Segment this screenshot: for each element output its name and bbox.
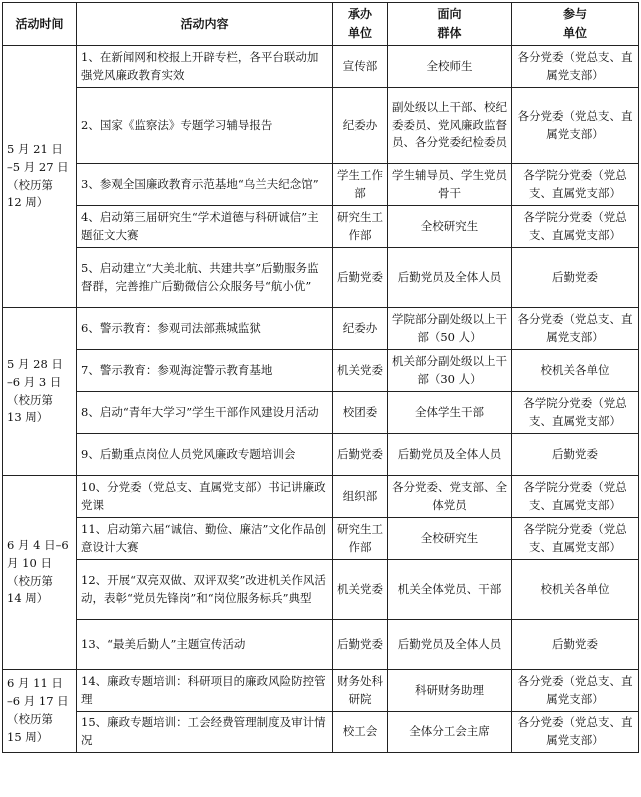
cell-organizer: 机关党委 bbox=[333, 350, 388, 392]
header-time: 活动时间 bbox=[3, 3, 77, 46]
cell-content: 14、廉政专题培训：科研项目的廉政风险防控管理 bbox=[77, 670, 333, 712]
cell-audience: 科研财务助理 bbox=[388, 670, 512, 712]
cell-content: 7、警示教育：参观海淀警示教育基地 bbox=[77, 350, 333, 392]
cell-organizer: 财务处科研院 bbox=[333, 670, 388, 712]
cell-content: 2、国家《监察法》专题学习辅导报告 bbox=[77, 88, 333, 164]
table-row bbox=[3, 46, 639, 88]
cell-participant: 各分党委（党总支、直属党支部） bbox=[512, 308, 639, 350]
cell-participant: 后勤党委 bbox=[512, 434, 639, 476]
cell-organizer: 后勤党委 bbox=[333, 620, 388, 670]
table-row bbox=[3, 560, 639, 620]
cell-audience: 全校研究生 bbox=[388, 518, 512, 560]
table-body bbox=[3, 46, 639, 753]
cell-content: 4、启动第三届研究生“学术道德与科研诚信”主题征文大赛 bbox=[77, 206, 333, 248]
cell-participant: 各学院分党委（党总支、直属党支部） bbox=[512, 206, 639, 248]
cell-participant: 各分党委（党总支、直属党支部） bbox=[512, 88, 639, 164]
cell-organizer: 研究生工作部 bbox=[333, 206, 388, 248]
cell-participant: 校机关各单位 bbox=[512, 350, 639, 392]
cell-content: 3、参观全国廉政教育示范基地“乌兰夫纪念馆” bbox=[77, 164, 333, 206]
cell-content: 11、启动第六届“诚信、勤俭、廉洁”文化作品创意设计大赛 bbox=[77, 518, 333, 560]
cell-organizer: 研究生工作部 bbox=[333, 518, 388, 560]
cell-participant: 各分党委（党总支、直属党支部） bbox=[512, 670, 639, 712]
cell-participant: 各分党委（党总支、直属党支部） bbox=[512, 46, 639, 88]
cell-participant: 各学院分党委（党总支、直属党支部） bbox=[512, 518, 639, 560]
cell-participant: 后勤党委 bbox=[512, 248, 639, 308]
cell-organizer: 机关党委 bbox=[333, 560, 388, 620]
cell-organizer: 后勤党委 bbox=[333, 248, 388, 308]
period-date-cell: 5 月 28 日 –6 月 3 日 （校历第 13 周） bbox=[3, 308, 77, 476]
period-date-cell: 6 月 11 日 –6 月 17 日 （校历第 15 周） bbox=[3, 670, 77, 753]
header-organizer: 承办 单位 bbox=[333, 3, 388, 46]
cell-organizer: 宣传部 bbox=[333, 46, 388, 88]
cell-content: 5、启动建立“大美北航、共建共享”后勤服务监督群，完善推广后勤微信公众服务号“航小优” bbox=[77, 248, 333, 308]
cell-audience: 后勤党员及全体人员 bbox=[388, 248, 512, 308]
cell-participant: 各分党委（党总支、直属党支部） bbox=[512, 712, 639, 753]
table-row bbox=[3, 392, 639, 434]
cell-content: 1、在新闻网和校报上开辟专栏，各平台联动加强党风廉政教育实效 bbox=[77, 46, 333, 88]
cell-audience: 全体分工会主席 bbox=[388, 712, 512, 753]
table-row bbox=[3, 518, 639, 560]
table-header-row bbox=[3, 3, 639, 46]
cell-content: 6、警示教育：参观司法部燕城监狱 bbox=[77, 308, 333, 350]
table-row bbox=[3, 88, 639, 164]
cell-audience: 全校师生 bbox=[388, 46, 512, 88]
header-content: 活动内容 bbox=[77, 3, 333, 46]
table-row bbox=[3, 164, 639, 206]
cell-organizer: 学生工作部 bbox=[333, 164, 388, 206]
cell-participant: 各学院分党委（党总支、直属党支部） bbox=[512, 164, 639, 206]
table-row bbox=[3, 476, 639, 518]
cell-organizer: 校工会 bbox=[333, 712, 388, 753]
cell-audience: 各分党委、党支部、全体党员 bbox=[388, 476, 512, 518]
cell-participant: 各学院分党委（党总支、直属党支部） bbox=[512, 476, 639, 518]
table-row bbox=[3, 350, 639, 392]
cell-audience: 全校研究生 bbox=[388, 206, 512, 248]
table-row bbox=[3, 206, 639, 248]
cell-organizer: 纪委办 bbox=[333, 88, 388, 164]
cell-content: 9、后勤重点岗位人员党风廉政专题培训会 bbox=[77, 434, 333, 476]
header-audience: 面向 群体 bbox=[388, 3, 512, 46]
table-row bbox=[3, 248, 639, 308]
cell-participant: 校机关各单位 bbox=[512, 560, 639, 620]
cell-audience: 学生辅导员、学生党员骨干 bbox=[388, 164, 512, 206]
cell-audience: 机关部分副处级以上干部（30 人） bbox=[388, 350, 512, 392]
cell-audience: 全体学生干部 bbox=[388, 392, 512, 434]
cell-organizer: 组织部 bbox=[333, 476, 388, 518]
activity-schedule-table bbox=[2, 2, 639, 753]
cell-audience: 后勤党员及全体人员 bbox=[388, 620, 512, 670]
header-participant: 参与 单位 bbox=[512, 3, 639, 46]
period-date-cell: 6 月 4 日–6 月 10 日 （校历第 14 周） bbox=[3, 476, 77, 670]
cell-organizer: 纪委办 bbox=[333, 308, 388, 350]
table-row bbox=[3, 308, 639, 350]
cell-participant: 后勤党委 bbox=[512, 620, 639, 670]
period-date-cell: 5 月 21 日 –5 月 27 日 （校历第 12 周） bbox=[3, 46, 77, 308]
table-row bbox=[3, 434, 639, 476]
cell-content: 13、“最美后勤人”主题宣传活动 bbox=[77, 620, 333, 670]
cell-organizer: 校团委 bbox=[333, 392, 388, 434]
cell-audience: 副处级以上干部、校纪委委员、党风廉政监督员、各分党委纪检委员 bbox=[388, 88, 512, 164]
cell-content: 10、分党委（党总支、直属党支部）书记讲廉政党课 bbox=[77, 476, 333, 518]
cell-audience: 后勤党员及全体人员 bbox=[388, 434, 512, 476]
cell-participant: 各学院分党委（党总支、直属党支部） bbox=[512, 392, 639, 434]
cell-content: 12、开展“双亮双做、双评双奖”改进机关作风活动，表彰“党员先锋岗”和“岗位服务标兵”典型 bbox=[77, 560, 333, 620]
table-row bbox=[3, 712, 639, 753]
cell-content: 15、廉政专题培训：工会经费管理制度及审计情况 bbox=[77, 712, 333, 753]
cell-organizer: 后勤党委 bbox=[333, 434, 388, 476]
table-row bbox=[3, 620, 639, 670]
cell-content: 8、启动“青年大学习”学生干部作风建设月活动 bbox=[77, 392, 333, 434]
cell-audience: 机关全体党员、干部 bbox=[388, 560, 512, 620]
table-row bbox=[3, 670, 639, 712]
cell-audience: 学院部分副处级以上干部（50 人） bbox=[388, 308, 512, 350]
